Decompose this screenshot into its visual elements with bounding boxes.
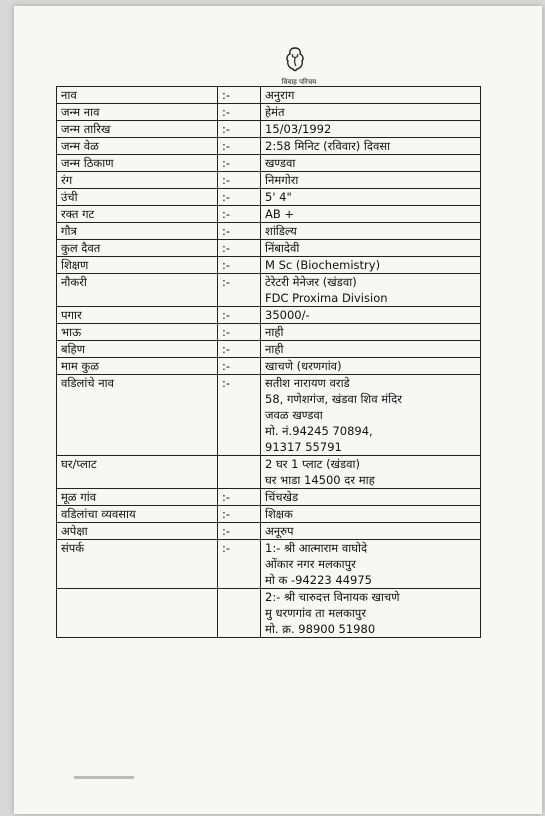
field-value-line: 58, गणेशगंज, खंडवा शिव मंदिर: [265, 392, 402, 406]
field-value-line: 5' 4": [265, 190, 292, 204]
field-value-line: शिक्षक: [265, 507, 293, 521]
table-row: [57, 155, 481, 172]
field-separator: :-: [218, 375, 261, 456]
field-value: [261, 104, 481, 121]
table-row: [57, 257, 481, 274]
table-row: [57, 358, 481, 375]
field-value: [261, 189, 481, 206]
field-label: कुल दैवत: [57, 240, 218, 257]
field-value-line: 2:58 मिनिट (रविवार) दिवसा: [265, 139, 391, 153]
field-separator: :-: [218, 358, 261, 375]
field-separator: :-: [218, 155, 261, 172]
field-value: [261, 223, 481, 240]
field-separator: :-: [218, 274, 261, 307]
field-value-line: हेमंत: [265, 105, 285, 119]
table-row: [57, 540, 481, 589]
field-label: जन्म ठिकाण: [57, 155, 218, 172]
field-value: [261, 540, 481, 589]
table-row: [57, 324, 481, 341]
field-value-line: मो क -94223 44975: [265, 573, 372, 587]
table-row: [57, 274, 481, 307]
field-separator: :-: [218, 307, 261, 324]
field-value: [261, 489, 481, 506]
field-separator: :-: [218, 523, 261, 540]
field-separator: :-: [218, 489, 261, 506]
field-value-line: जवळ खण्डवा: [265, 408, 323, 422]
field-value: [261, 358, 481, 375]
field-value: [261, 155, 481, 172]
ganesha-emblem-icon: [284, 46, 306, 72]
field-value-line: मु धरणगांव ता मलकापुर: [265, 606, 367, 620]
field-separator: :-: [218, 506, 261, 523]
field-value-line: FDC Proxima Division: [265, 291, 388, 305]
field-value-line: मो. क्र. 98900 51980: [265, 622, 376, 636]
field-separator: :-: [218, 341, 261, 358]
field-value: [261, 274, 481, 307]
field-label: वडिलांचा व्यवसाय: [57, 506, 218, 523]
table-row: [57, 87, 481, 104]
field-separator: [218, 456, 261, 489]
field-label: शिक्षण: [57, 257, 218, 274]
table-row: [57, 240, 481, 257]
field-separator: :-: [218, 240, 261, 257]
field-label: संपर्क: [57, 540, 218, 589]
field-value-line: अनूरुप: [265, 524, 294, 538]
field-separator: :-: [218, 223, 261, 240]
field-label: उंची: [57, 189, 218, 206]
field-value-line: चिंचखेड: [265, 490, 299, 504]
field-label: रक्त गट: [57, 206, 218, 223]
field-separator: :-: [218, 324, 261, 341]
field-separator: :-: [218, 172, 261, 189]
field-label: रंग: [57, 172, 218, 189]
field-separator: :-: [218, 87, 261, 104]
table-row: [57, 307, 481, 324]
table-row: [57, 589, 481, 638]
field-separator: :-: [218, 206, 261, 223]
field-label: भाऊ: [57, 324, 218, 341]
field-label: जन्म नाव: [57, 104, 218, 121]
field-value-line: 91317 55791: [265, 440, 342, 454]
field-separator: :-: [218, 189, 261, 206]
table-row: [57, 104, 481, 121]
field-label: गौत्र: [57, 223, 218, 240]
field-value-line: 15/03/1992: [265, 122, 332, 136]
header-caption: विवाह परिचय: [281, 78, 317, 86]
field-label: वडिलांचे नाव: [57, 375, 218, 456]
field-separator: :-: [218, 121, 261, 138]
table-row: [57, 206, 481, 223]
field-label: बहिण: [57, 341, 218, 358]
field-value-line: 35000/-: [265, 308, 310, 322]
field-value: [261, 375, 481, 456]
field-label: नौकरी: [57, 274, 218, 307]
field-value: [261, 589, 481, 638]
field-label: मूळ गांव: [57, 489, 218, 506]
field-value-line: AB +: [265, 207, 295, 221]
field-value-line: 2 घर 1 प्लाट (खंडवा): [265, 457, 360, 471]
field-label: [57, 589, 218, 638]
field-separator: :-: [218, 540, 261, 589]
table-row: [57, 138, 481, 155]
table-row: [57, 506, 481, 523]
field-value: [261, 523, 481, 540]
field-value-line: घर भाडा 14500 दर माह: [265, 473, 375, 487]
table-row: [57, 172, 481, 189]
field-value-line: अनुराग: [265, 88, 295, 102]
field-label: पगार: [57, 307, 218, 324]
field-value: [261, 324, 481, 341]
field-value-line: निंबादेवी: [265, 241, 300, 255]
table-row: [57, 121, 481, 138]
field-value-line: खण्डवा: [265, 156, 296, 170]
field-label: जन्म तारिख: [57, 121, 218, 138]
field-value: [261, 172, 481, 189]
field-label: जन्म वेळ: [57, 138, 218, 155]
field-value: [261, 341, 481, 358]
field-value-line: नाही: [265, 325, 284, 339]
field-value-line: टेरेटरी मेनेजर (खंडवा): [265, 275, 357, 289]
table-row: [57, 489, 481, 506]
field-value-line: निमगोरा: [265, 173, 299, 187]
table-row: [57, 375, 481, 456]
field-value-line: 2:- श्री चारुदत्त विनायक खाचणे: [265, 590, 400, 604]
field-value: [261, 506, 481, 523]
field-value-line: M Sc (Biochemistry): [265, 258, 381, 272]
field-value-line: 1:- श्री आत्माराम वाघोदे: [265, 541, 368, 555]
field-value: [261, 138, 481, 155]
table-row: [57, 341, 481, 358]
field-value-line: शांडिल्य: [265, 224, 297, 238]
biodata-table: [56, 86, 481, 638]
field-separator: :-: [218, 138, 261, 155]
field-separator: :-: [218, 104, 261, 121]
field-label: घर/प्लाट: [57, 456, 218, 489]
table-row: [57, 189, 481, 206]
field-value-line: मो. नं.94245 70894,: [265, 424, 373, 438]
field-value: [261, 307, 481, 324]
field-label: अपेक्षा: [57, 523, 218, 540]
field-value: [261, 87, 481, 104]
field-value-line: नाही: [265, 342, 284, 356]
field-value: [261, 206, 481, 223]
table-row: [57, 456, 481, 489]
field-value: [261, 257, 481, 274]
field-separator: :-: [218, 257, 261, 274]
field-separator: [218, 589, 261, 638]
table-row: [57, 523, 481, 540]
field-value-line: खाचणे (धरणगांव): [265, 359, 342, 373]
field-value: [261, 456, 481, 489]
field-label: नाव: [57, 87, 218, 104]
field-label: माम कुळ: [57, 358, 218, 375]
field-value-line: सतीश नारायण वराडे: [265, 376, 350, 390]
footer-mark: [74, 776, 134, 779]
field-value-line: ओंकार नगर मलकापुर: [265, 557, 356, 571]
field-value: [261, 240, 481, 257]
field-value: [261, 121, 481, 138]
table-row: [57, 223, 481, 240]
